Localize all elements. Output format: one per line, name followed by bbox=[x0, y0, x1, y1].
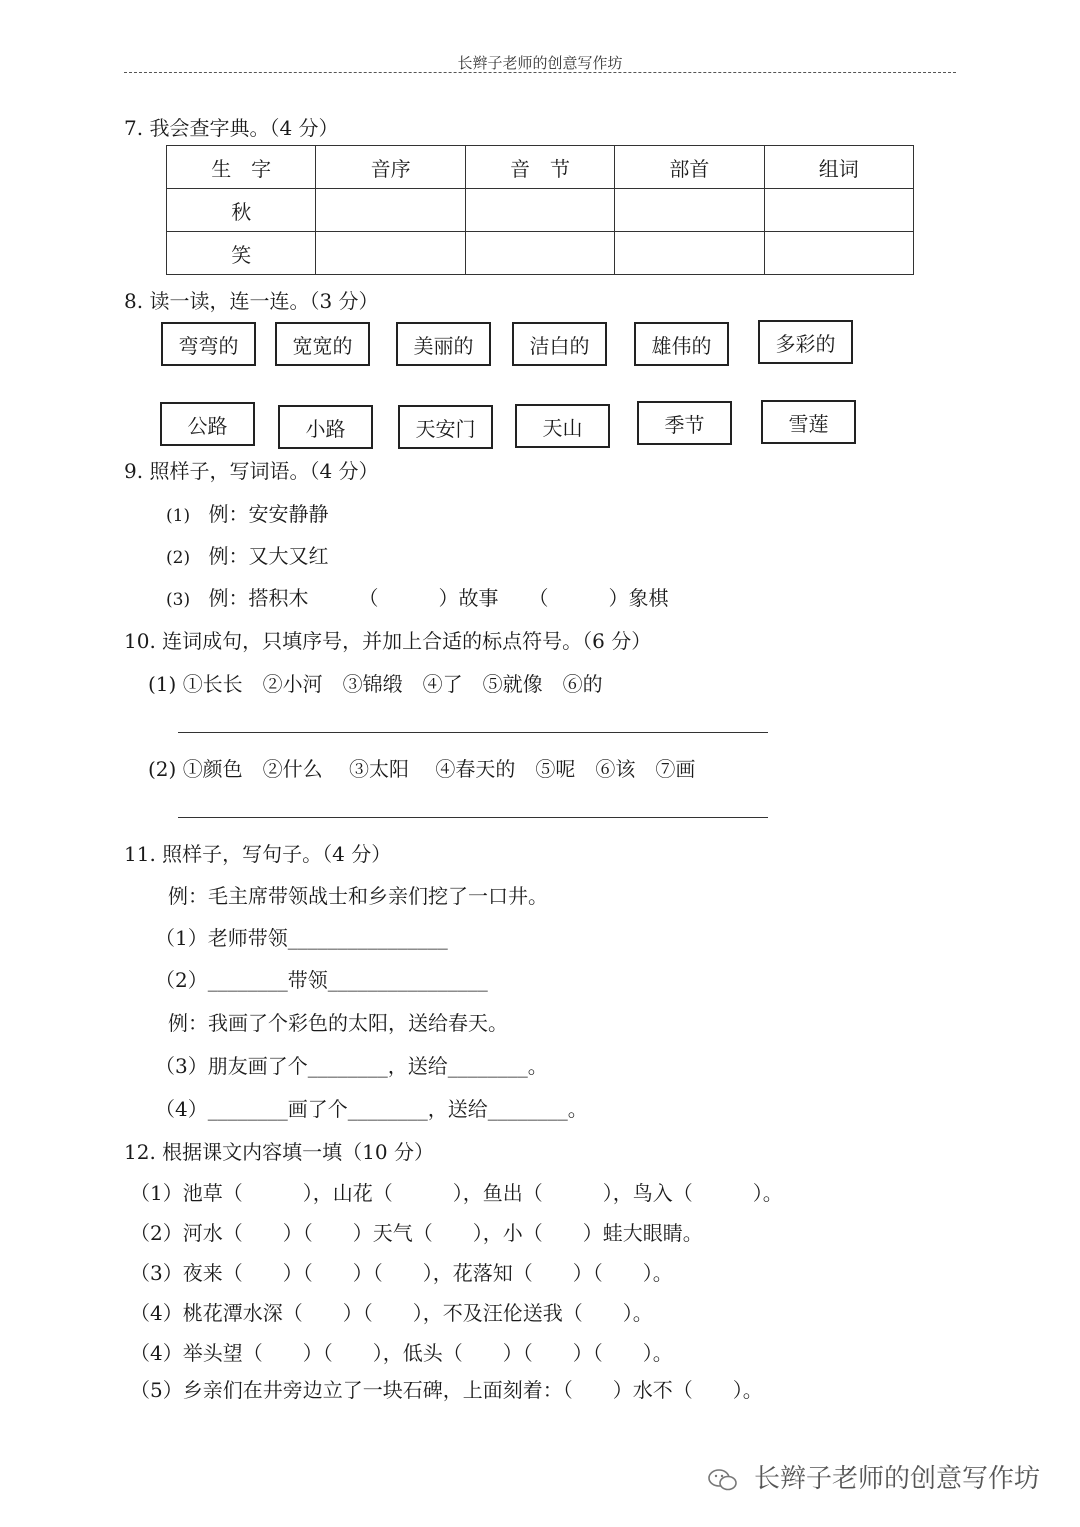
table-cell-blank[interactable] bbox=[615, 189, 764, 232]
table-cell-char: 秋 bbox=[167, 189, 316, 232]
dictionary-table bbox=[166, 145, 914, 275]
table-header-cell: 部首 bbox=[615, 146, 764, 189]
q11-title: 11. 照样子，写句子。（4 分） bbox=[124, 842, 392, 866]
word-box-bottom[interactable]: 雪莲 bbox=[761, 400, 856, 444]
table-cell-blank[interactable] bbox=[465, 189, 614, 232]
q11-example: 例：我画了个彩色的太阳，送给春天。 bbox=[168, 1011, 508, 1035]
table-header-cell: 音 节 bbox=[465, 146, 614, 189]
table-cell-blank[interactable] bbox=[764, 232, 913, 275]
header-divider bbox=[124, 72, 956, 73]
q7-title: 7. 我会查字典。（4 分） bbox=[124, 116, 339, 140]
q11-line: （4）________画了个________，送给________。 bbox=[155, 1097, 588, 1121]
word-box-bottom[interactable]: 天安门 bbox=[398, 405, 493, 449]
watermark-text: 长辫子老师的创意写作坊 bbox=[753, 1464, 1040, 1494]
q9-item bbox=[166, 540, 328, 569]
table-cell-char: 笑 bbox=[167, 232, 316, 275]
q12-line: （2）河水（ ）（ ）天气（ ），小（ ）蛙大眼睛。 bbox=[130, 1221, 703, 1245]
q9-item-text: 例：安安静静 bbox=[208, 502, 329, 526]
q8-title: 8. 读一读，连一连。（3 分） bbox=[124, 289, 379, 313]
answer-line[interactable] bbox=[178, 817, 768, 818]
q12-line: （5）乡亲们在井旁边立了一块石碑，上面刻着：（ ）水不（ ）。 bbox=[130, 1378, 763, 1402]
word-box-top[interactable]: 雄伟的 bbox=[634, 322, 729, 366]
word-box-bottom[interactable]: 季节 bbox=[637, 401, 732, 445]
word-box-bottom[interactable]: 公路 bbox=[160, 402, 255, 446]
q11-line: （2）________带领________________ bbox=[155, 968, 488, 992]
table-row bbox=[167, 189, 914, 232]
word-box-bottom[interactable]: 天山 bbox=[515, 404, 610, 448]
table-cell-blank[interactable] bbox=[764, 189, 913, 232]
word-box-top[interactable]: 弯弯的 bbox=[161, 322, 256, 366]
q10-title: 10. 连词成句，只填序号，并加上合适的标点符号。（6 分） bbox=[124, 629, 652, 653]
word-box-bottom[interactable]: 小路 bbox=[278, 405, 373, 449]
answer-line[interactable] bbox=[178, 732, 768, 733]
q12-line: （3）夜来（ ）（ ）（ ），花落知（ ）（ ）。 bbox=[130, 1261, 673, 1285]
q10-item: (1) ①长长 ②小河 ③锦缎 ④了 ⑤就像 ⑥的 bbox=[148, 672, 603, 696]
table-header-cell: 音序 bbox=[316, 146, 465, 189]
q9-item bbox=[166, 498, 328, 527]
q11-example: 例：毛主席带领战士和乡亲们挖了一口井。 bbox=[168, 884, 548, 908]
word-box-top[interactable]: 宽宽的 bbox=[275, 322, 370, 366]
wechat-icon bbox=[708, 1469, 738, 1491]
q10-item: (2) ①颜色 ②什么 ③太阳 ④春天的 ⑤呢 ⑥该 ⑦画 bbox=[148, 757, 696, 781]
header-title: 长辫子老师的创意写作坊 bbox=[457, 54, 623, 72]
q11-line: （3）朋友画了个________，送给________。 bbox=[155, 1054, 548, 1078]
q9-item-number: (1) bbox=[166, 506, 191, 526]
table-header-cell: 组词 bbox=[764, 146, 913, 189]
q12-line: （4）举头望（ ）（ ），低头（ ）（ ）（ ）。 bbox=[130, 1341, 673, 1365]
table-cell-blank[interactable] bbox=[316, 189, 465, 232]
q9-title: 9. 照样子，写词语。（4 分） bbox=[124, 459, 379, 483]
table-header-row bbox=[167, 146, 914, 189]
q9-item-number: (2) bbox=[166, 548, 191, 568]
q12-line: （4）桃花潭水深（ ）（ ），不及汪伦送我（ ）。 bbox=[130, 1301, 653, 1325]
q9-item-text: 例：搭积木 （ ）故事 （ ）象棋 bbox=[208, 586, 669, 610]
watermark bbox=[708, 1458, 1040, 1495]
table-cell-blank[interactable] bbox=[465, 232, 614, 275]
q9-item-number: (3) bbox=[166, 590, 191, 610]
table-cell-blank[interactable] bbox=[615, 232, 764, 275]
q9-item-text: 例：又大又红 bbox=[208, 544, 329, 568]
word-box-top[interactable]: 美丽的 bbox=[396, 322, 491, 366]
table-row bbox=[167, 232, 914, 275]
q9-item bbox=[166, 582, 668, 611]
table-cell-blank[interactable] bbox=[316, 232, 465, 275]
q11-line: （1）老师带领________________ bbox=[155, 926, 448, 950]
word-box-top[interactable]: 洁白的 bbox=[512, 322, 607, 366]
word-box-top[interactable]: 多彩的 bbox=[758, 320, 853, 364]
q12-title: 12. 根据课文内容填一填（10 分） bbox=[124, 1140, 434, 1164]
table-header-cell: 生 字 bbox=[167, 146, 316, 189]
q12-line: （1）池草（ ），山花（ ），鱼出（ ），鸟入（ ）。 bbox=[130, 1181, 783, 1205]
